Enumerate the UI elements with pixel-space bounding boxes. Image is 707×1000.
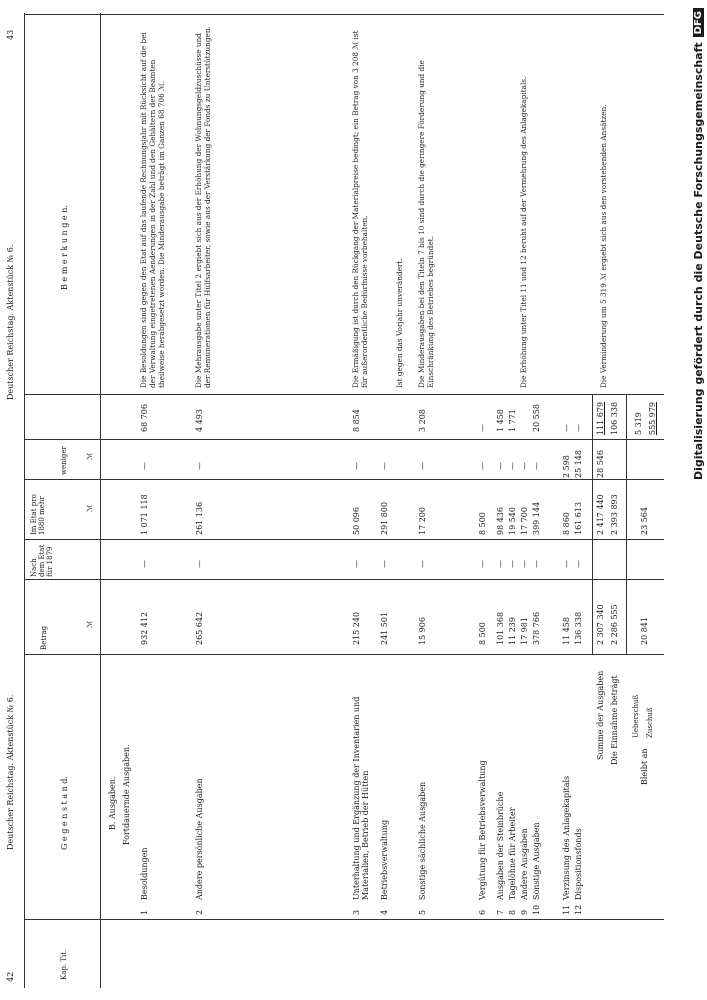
left-page-title: Deutscher Reichstag. Aktenstück № 6. [6, 694, 15, 850]
column-divider [24, 394, 664, 395]
row-mehr: — [508, 462, 517, 470]
row-amount: 378 766 [532, 611, 541, 645]
row-mehr: — [520, 462, 529, 470]
row-label: Andere Ausgaben [520, 828, 529, 900]
row-amount: 265 642 [195, 611, 204, 645]
row-amount: 101 368 [496, 611, 505, 645]
column-divider [24, 579, 664, 580]
row-weniger: 1 458 [496, 409, 505, 432]
row-etat: 17 700 [520, 507, 529, 535]
row-soll: — [532, 560, 541, 568]
summe-mehr: 28 546 [596, 450, 605, 478]
remark-paragraph: Ist gegen das Vorjahr unverändert. [395, 258, 404, 388]
row-weniger: 68 706 [140, 404, 149, 432]
row-weniger: 3 208 [418, 409, 427, 432]
row-etat: 50 096 [352, 507, 361, 535]
row-amount: 215 240 [352, 611, 361, 645]
dfg-logo: DFG [693, 8, 704, 37]
einnahme-etat: 2 393 893 [610, 494, 619, 535]
row-mehr: — [140, 462, 149, 470]
row-mehr: 25 148 [574, 450, 583, 478]
row-weniger: 8 854 [352, 409, 361, 432]
right-page-number: 43 [6, 29, 15, 40]
column-divider [24, 14, 664, 15]
row-weniger: 20 558 [532, 404, 541, 432]
einnahme-label: Die Einnahme beträgt [610, 675, 619, 765]
remark-paragraph: Die Erhöhung unter Titel 11 und 12 beruht auf der Vermehrung des Anlagekapitals. [519, 76, 528, 388]
row-mehr: — [496, 462, 505, 470]
row-label: Tagelöhne für Arbeiter [508, 807, 517, 900]
row-soll: — [195, 560, 204, 568]
row-etat: 1 071 118 [140, 494, 149, 535]
row-label: Vergütung für Betriebsverwaltung [478, 760, 487, 900]
row-number: 10 [532, 904, 541, 915]
row-mehr: — [195, 462, 204, 470]
row-mehr: — [478, 462, 487, 470]
row-etat: 8 500 [478, 512, 487, 535]
right-page-title: Deutscher Reichstag. Aktenstück № 6. [6, 244, 15, 400]
col-header-betrag-unit: ℳ [86, 620, 94, 628]
remark-paragraph: Die Ermäßigung ist durch den Rückgang der Materialpreise bedingt; ein Betrag von 3 208 ℳ ist für außerordentliche Bedürfnisse vorbehalten. [351, 30, 369, 388]
row-etat: 161 613 [574, 501, 583, 535]
row-label: Sonstige sächliche Ausgaben [418, 781, 427, 900]
row-amount: 11 458 [562, 617, 571, 645]
summe-label: Summe der Ausgaben [596, 670, 605, 760]
row-soll: — [140, 560, 149, 568]
row-label: Unterhaltung und Ergänzung der Inventarien und Materialien, Betrieb der Hütten [352, 696, 371, 900]
row-etat: 98 436 [496, 507, 505, 535]
row-label: Sonstige Ausgaben [532, 822, 541, 900]
row-amount: 8 500 [478, 622, 487, 645]
row-number: 8 [508, 909, 517, 915]
column-divider [24, 479, 664, 480]
row-etat: 399 144 [532, 501, 541, 535]
row-number: 5 [418, 909, 427, 915]
final-weniger: 555 979 [648, 401, 657, 435]
col-header-gegenstand: G e g e n s t a n d. [60, 776, 69, 850]
summe-etat: 2 417 440 [596, 494, 605, 535]
row-soll: — [380, 560, 389, 568]
sum-rule [592, 395, 593, 655]
bleibt-weniger: 5 319 [634, 412, 643, 435]
row-soll: — [352, 560, 361, 568]
column-divider [24, 439, 664, 440]
row-soll: — [508, 560, 517, 568]
einnahme-amount: 2 286 555 [610, 604, 619, 645]
row-mehr: — [418, 462, 427, 470]
row-number: 1 [140, 909, 149, 915]
row-etat: 19 540 [508, 507, 517, 535]
col-header-weniger-unit: ℳ [86, 452, 94, 460]
bleibt-amount: 20 841 [640, 617, 649, 645]
bleibt-label: Bleibt an [640, 748, 649, 785]
row-label: Verzinsung des Anlagekapitals [562, 775, 571, 900]
row-etat: 261 136 [195, 501, 204, 535]
row-amount: 932 412 [140, 611, 149, 645]
column-divider [24, 919, 664, 920]
row-amount: 17 981 [520, 617, 529, 645]
col-header-soll-1879: Nach dem Etat für 1879 [30, 544, 55, 577]
row-amount: 241 501 [380, 611, 389, 645]
row-number: 3 [352, 909, 361, 915]
bleibt-etat: 23 564 [640, 507, 649, 535]
column-divider [24, 654, 664, 655]
row-mehr: — [532, 462, 541, 470]
row-soll: — [562, 560, 571, 568]
row-etat: 8 860 [562, 512, 571, 535]
row-etat: 291 800 [380, 501, 389, 535]
balance-rule [626, 395, 627, 655]
row-number: 11 [562, 904, 571, 915]
row-weniger: — [562, 424, 571, 432]
row-number: 2 [195, 909, 204, 915]
col-header-kap-tit: Kap. Tit. [60, 949, 68, 980]
col-header-mehr-unit: ℳ [86, 504, 94, 512]
row-label: Andere persönliche Ausgaben [195, 778, 204, 900]
bleibt-zuschuss: Zuschuß [646, 707, 654, 738]
row-number: 6 [478, 909, 487, 915]
bleibt-ueberschuss: Ueberschuß [632, 694, 640, 738]
column-divider [24, 539, 664, 540]
section-heading: B. Ausgaben. [108, 776, 117, 830]
row-number: 12 [574, 904, 583, 915]
einnahme-weniger: 106 338 [610, 401, 619, 435]
row-soll: — [574, 560, 583, 568]
row-soll: — [418, 560, 427, 568]
header-rule-top [24, 13, 25, 988]
left-page-number: 42 [6, 971, 15, 982]
remark-paragraph: Die Minderausgaben bei den Titeln 7 bis 10 sind durch die geringere Förderung und die Einschränkung des Betriebes begründet. [417, 60, 435, 388]
row-label: Dispositionsfonds [574, 828, 583, 900]
remark-paragraph: Die Mehrausgabe unter Titel 2 ergiebt sich aus der Erhöhung der Wohnungsgeldzuschüsse und der Remunerationen für Hülfsarbeiter, sowie aus der Verstärkung der Fonds zu Unterstützungen. [194, 26, 212, 388]
row-label: Besoldungen [140, 847, 149, 900]
row-label: Betriebsverwaltung [380, 819, 389, 900]
col-header-weniger: weniger [60, 446, 68, 475]
summe-amount: 2 307 340 [596, 604, 605, 645]
col-header-bemerkungen: B e m e r k u n g e n. [60, 205, 69, 290]
row-label: Ausgaben der Steinbrüche [496, 791, 505, 900]
summe-weniger: 111 679 [596, 401, 605, 435]
row-number: 4 [380, 909, 389, 915]
remark-paragraph: Die Besoldungen sind gegen den Etat auf das laufende Rechnungsjahr mit Rücksicht auf die bei der Verwaltung eingetretenen Aenderungen in der Zahl und den Gehältern der Beamten theilweise herabgesetzt worden. Die Minderausgabe beträgt im Ganzen 68 706 ℳ. [139, 32, 166, 388]
row-amount: 136 338 [574, 611, 583, 645]
row-number: 9 [520, 909, 529, 915]
row-soll: — [478, 560, 487, 568]
row-soll: — [520, 560, 529, 568]
section-subheading: Fortdauernde Ausgaben. [122, 744, 131, 845]
row-mehr: — [352, 462, 361, 470]
header-rule-bottom [100, 13, 101, 988]
row-weniger: 1 771 [508, 409, 517, 432]
row-amount: 15 906 [418, 617, 427, 645]
row-mehr: 2 598 [562, 455, 571, 478]
col-header-etat-mehr: Im Etat pro 1880 mehr [30, 494, 47, 535]
row-etat: 17 200 [418, 507, 427, 535]
row-weniger: 4 493 [195, 409, 204, 432]
row-number: 7 [496, 909, 505, 915]
row-soll: — [496, 560, 505, 568]
dfg-banner-text: Digitalisierung gefördert durch die Deutsche Forschungsgemeinschaft [692, 42, 705, 481]
row-amount: 11 239 [508, 617, 517, 645]
remark-paragraph: Die Verminderung um 5 319 ℳ ergiebt sich aus den vorstehenden Ansätzen. [599, 104, 608, 388]
col-header-betrag: Betrag [40, 625, 48, 650]
dfg-banner-text-row [690, 0, 707, 1000]
row-weniger: — [478, 424, 487, 432]
dfg-banner [690, 0, 707, 1000]
row-weniger: — [574, 424, 583, 432]
row-mehr: — [380, 462, 389, 470]
